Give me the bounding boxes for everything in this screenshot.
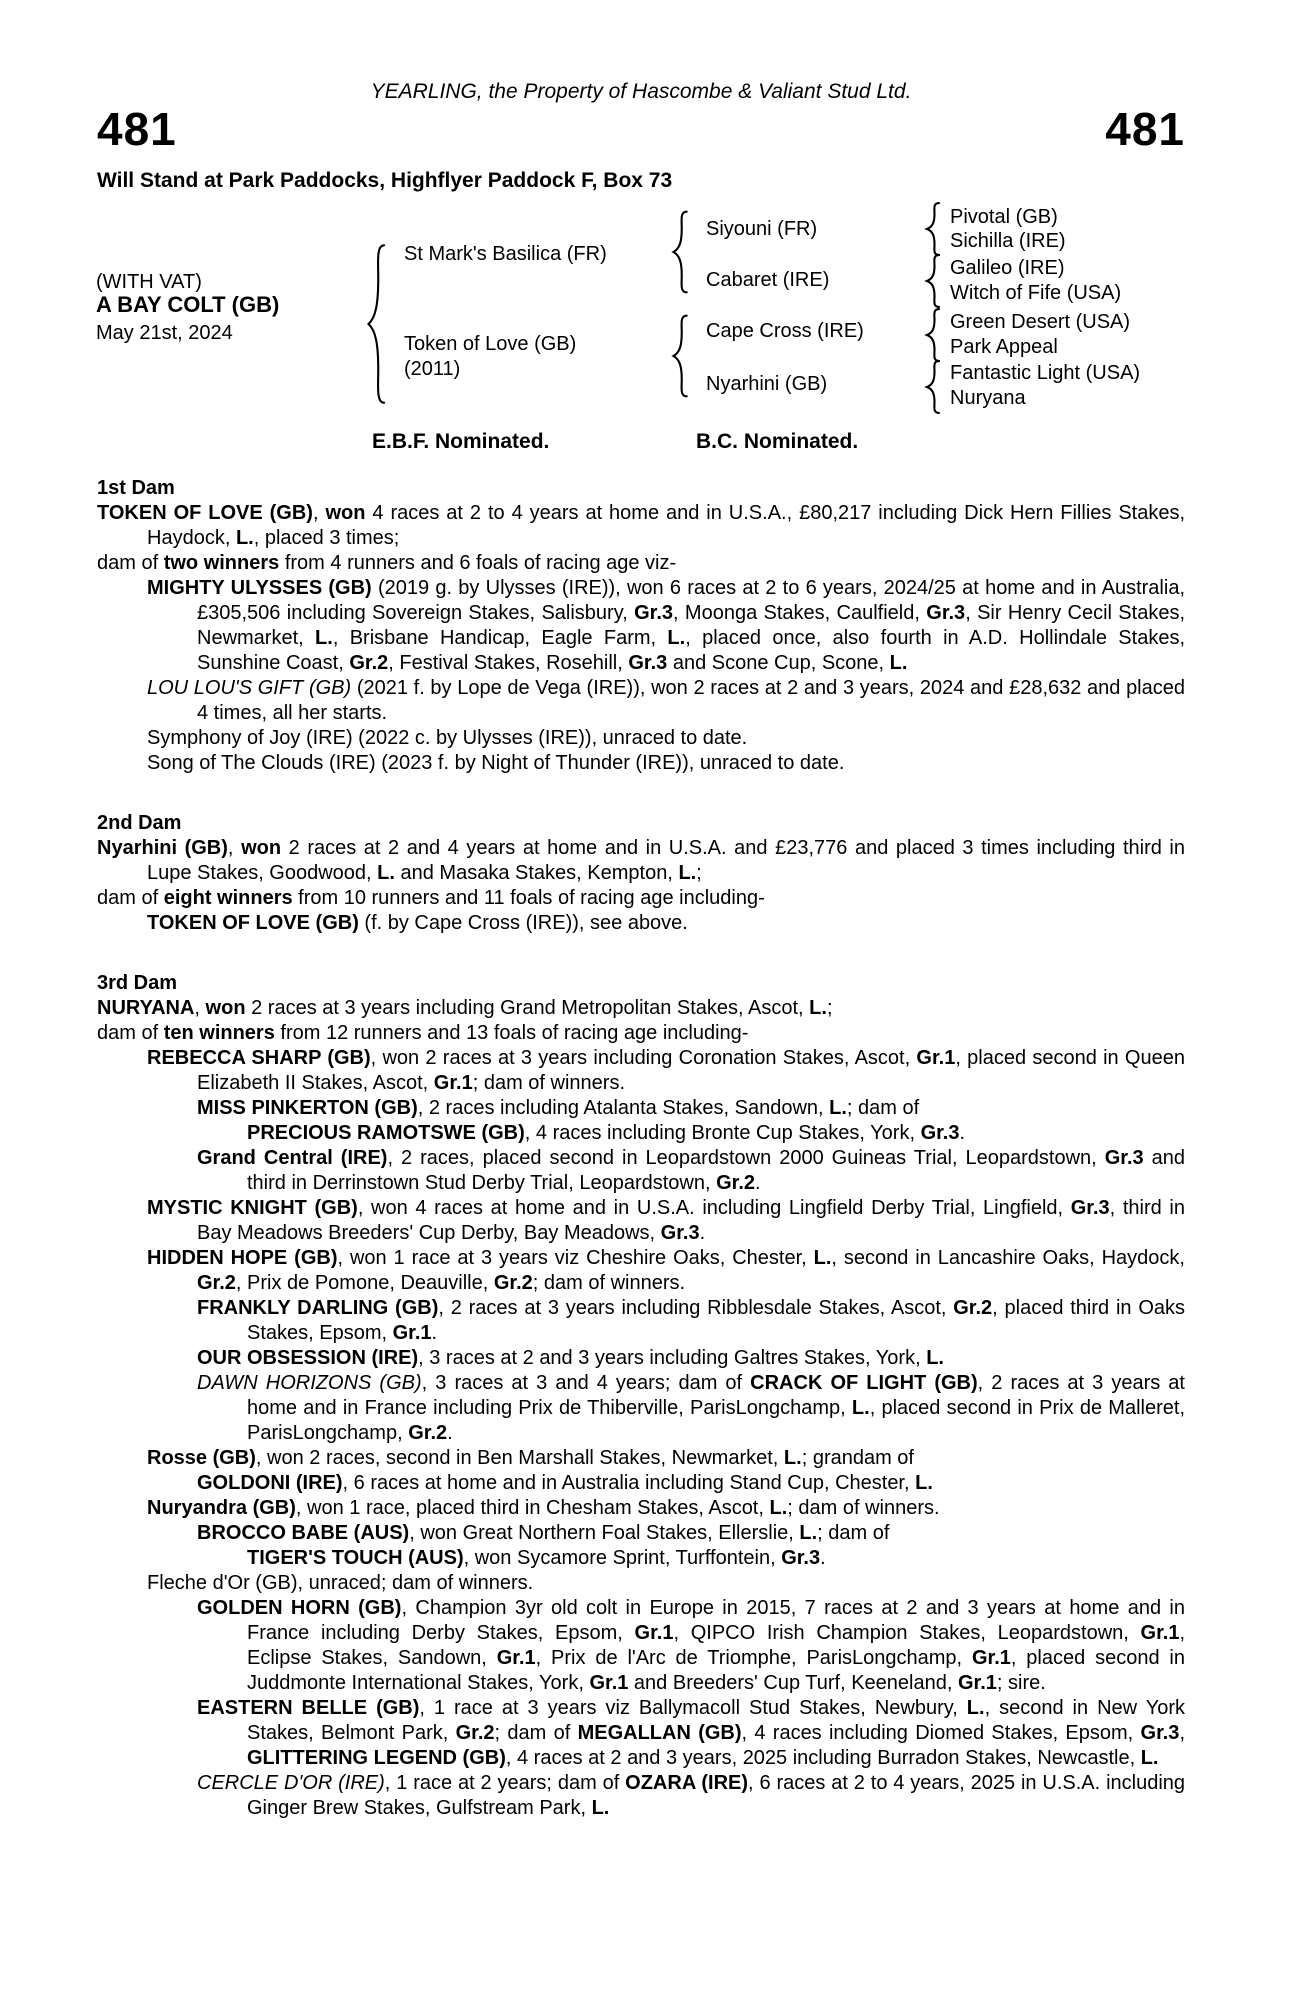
text-run: CERCLE D'OR (IRE) [197, 1772, 385, 1794]
text-run: TOKEN OF LOVE (GB) [97, 502, 313, 524]
pedigree-grandparent: Cabaret (IRE) [706, 269, 830, 291]
text-run: , placed third in Oaks Stakes, Epsom, [247, 1297, 1185, 1344]
text-run: Fleche d'Or (GB), unraced; dam of winners. [147, 1572, 534, 1594]
text-run: , Moonga Stakes, Caulfield, [673, 602, 927, 624]
pedigree-paragraph [247, 1121, 1185, 1146]
text-run: from 10 runners and 11 foals of racing age including- [292, 887, 765, 909]
text-run: Gr.2 [953, 1297, 993, 1319]
text-run: , 2 races including Atalanta Stakes, Sandown, [417, 1097, 830, 1119]
dam-section [97, 476, 1185, 776]
text-run: L. [667, 627, 686, 649]
text-run: dam of [97, 1022, 164, 1044]
text-run: from 12 runners and 13 foals of racing age including- [274, 1022, 749, 1044]
text-run: ; dam of winners. [532, 1272, 686, 1294]
text-run: , 4 races including Diomed Stakes, Epsom, [741, 1722, 1141, 1744]
pedigree-great-grandparent: Pivotal (GB) [950, 206, 1058, 228]
text-run: , 3 races at 3 and 4 years; dam of [421, 1372, 751, 1394]
text-run: GOLDEN HORN (GB) [197, 1597, 402, 1619]
dam-section-heading: 2nd Dam [97, 812, 182, 834]
text-run: Gr.3 [628, 652, 668, 674]
text-run: , Brisbane Handicap, Eagle Farm, [332, 627, 668, 649]
text-run: , 1 race at 3 years viz Ballymacoll Stud Stakes, Newbury, [419, 1697, 967, 1719]
dam-section [97, 811, 1185, 936]
text-run: and third in Derrinstown Stud Derby Trial, Leopardstown, [247, 1147, 1185, 1194]
text-run: ; dam of [494, 1722, 578, 1744]
pedigree-paragraph [147, 676, 1185, 726]
text-run: won [241, 837, 282, 859]
text-run: L. [926, 1347, 944, 1369]
text-run: L. [966, 1697, 985, 1719]
pedigree-grandparent: Cape Cross (IRE) [706, 320, 864, 342]
text-run: ; grandam of [801, 1447, 914, 1469]
text-run: . [699, 1222, 706, 1244]
text-run: won [205, 997, 246, 1019]
bc-nominated-note: B.C. Nominated. [696, 430, 859, 453]
text-run: , won 1 race, placed third in Chesham Stakes, Ascot, [295, 1497, 770, 1519]
pedigree-paragraph [147, 1246, 1185, 1296]
text-run: , placed 3 times; [253, 527, 400, 549]
text-run: , [227, 837, 242, 859]
text-run: L. [783, 1447, 802, 1469]
text-run: (2019 g. by Ulysses (IRE)), won 6 races at 2 to 6 years, 2024/25 at home and in Australia, £305,506 including Sovereign Stakes, Salisbury, [197, 577, 1185, 624]
text-run: , Festival Stakes, Rosehill, [388, 652, 629, 674]
text-run: Gr.3 [1140, 1722, 1180, 1744]
text-run: 2 races at 3 years including Grand Metropolitan Stakes, Ascot, [245, 997, 810, 1019]
text-run: . [431, 1322, 438, 1344]
text-run: , 6 races at 2 to 4 years, 2025 in U.S.A. including Ginger Brew Stakes, Gulfstream Park, [247, 1772, 1186, 1819]
text-run: , QIPCO Irish Champion Stakes, Leopardstown, [673, 1622, 1141, 1644]
pedigree-paragraph [197, 1771, 1185, 1821]
pedigree-paragraph [97, 996, 1185, 1021]
text-run: , 4 races including Bronte Cup Stakes, York, [524, 1122, 921, 1144]
text-run: , second in New York Stakes, Belmont Park, [247, 1697, 1185, 1744]
pedigree-paragraph [97, 551, 1185, 576]
text-run: , won 2 races, second in Ben Marshall Stakes, Newmarket, [255, 1447, 784, 1469]
lot-number-left: 481 [97, 103, 177, 155]
text-run: , Champion 3yr old colt in Europe in 2015, 7 races at 2 and 3 years at home and in France including Derby Stakes, Epsom, [247, 1597, 1185, 1644]
text-run: Gr.3 [660, 1222, 700, 1244]
text-run: Gr.2 [349, 652, 389, 674]
text-run: Gr.3 [634, 602, 674, 624]
dam-section [97, 971, 1185, 1821]
pedigree-great-grandparent: Nuryana [950, 387, 1026, 409]
pedigree-paragraph [147, 1046, 1185, 1096]
text-run: , placed second in Queen Elizabeth II Stakes, Ascot, [197, 1047, 1185, 1094]
subject-description: A BAY COLT (GB) [96, 292, 280, 317]
text-run: GOLDONI (IRE) [197, 1472, 343, 1494]
ebf-nominated-note: E.B.F. Nominated. [372, 430, 550, 453]
pedigree-brace-icon [668, 210, 690, 294]
pedigree-paragraph [197, 1471, 1185, 1496]
text-run: and Breeders' Cup Turf, Keeneland, [628, 1672, 958, 1694]
text-run: L. [377, 862, 395, 884]
pedigree-great-grandparent: Green Desert (USA) [950, 311, 1131, 333]
text-run: , won Great Northern Foal Stakes, Ellerslie, [409, 1522, 800, 1544]
pedigree-brace-icon [668, 314, 690, 398]
text-run: , won 4 races at home and in U.S.A. including Lingfield Derby Trial, Lingfield, [357, 1197, 1071, 1219]
vat-note: (WITH VAT) [96, 271, 202, 293]
text-run: Nyarhini (GB) [97, 837, 228, 859]
text-run: L. [889, 652, 908, 674]
text-run: ; [826, 997, 833, 1019]
text-run: L. [809, 997, 827, 1019]
dam-section-heading: 1st Dam [97, 477, 175, 499]
stand-location: Will Stand at Park Paddocks, Highflyer Paddock F, Box 73 [97, 169, 673, 192]
text-run: L. [1140, 1747, 1159, 1769]
text-run: TOKEN OF LOVE (GB) [147, 912, 359, 934]
text-run: ; dam of [846, 1097, 920, 1119]
pedigree-paragraph [147, 1496, 1185, 1521]
text-run: , Prix de l'Arc de Triomphe, ParisLongchamp, [535, 1647, 972, 1669]
pedigree-paragraph [197, 1371, 1185, 1446]
pedigree-text-sections [97, 476, 1185, 1821]
text-run: MYSTIC KNIGHT (GB) [147, 1197, 358, 1219]
pedigree-great-grandparent: Witch of Fife (USA) [950, 282, 1122, 304]
text-run: and Masaka Stakes, Kempton, [394, 862, 679, 884]
pedigree-grandparent: Nyarhini (GB) [706, 373, 828, 395]
text-run: , [1179, 1722, 1185, 1744]
text-run: Grand Central (IRE) [197, 1147, 388, 1169]
text-run: 2 races at 2 and 4 years at home and in U.S.A. and £23,776 and placed 3 times including third in Lupe Stakes, Goodwood, [147, 837, 1185, 884]
text-run: Rosse (GB) [147, 1447, 256, 1469]
text-run: Gr.1 [589, 1672, 629, 1694]
pedigree-paragraph [197, 1696, 1185, 1771]
pedigree-great-grandparent: Fantastic Light (USA) [950, 362, 1141, 384]
text-run: , 6 races at home and in Australia including Stand Cup, Chester, [342, 1472, 916, 1494]
text-run: , placed second in Juddmonte International Stakes, York, [247, 1647, 1185, 1694]
text-run: . [755, 1172, 761, 1194]
text-run: , won 1 race at 3 years viz Cheshire Oaks, Chester, [337, 1247, 814, 1269]
text-run: FRANKLY DARLING (GB) [197, 1297, 439, 1319]
text-run: ; sire. [996, 1672, 1046, 1694]
text-run: GLITTERING LEGEND (GB) [247, 1747, 506, 1769]
text-run: , Prix de Pomone, Deauville, [235, 1272, 494, 1294]
pedigree-paragraph [97, 886, 1185, 911]
text-run: EASTERN BELLE (GB) [197, 1697, 420, 1719]
text-run: MIGHTY ULYSSES (GB) [147, 577, 372, 599]
text-run: Gr.2 [408, 1422, 448, 1444]
text-run: ; [696, 862, 702, 884]
pedigree-dam: Token of Love (GB) [404, 333, 577, 355]
text-run: LOU LOU'S GIFT (GB) [147, 677, 352, 699]
text-run: ten winners [163, 1022, 275, 1044]
pedigree-paragraph [197, 1096, 1185, 1121]
text-run: CRACK OF LIGHT (GB) [750, 1372, 978, 1394]
text-run: from 4 runners and 6 foals of racing age viz- [279, 552, 677, 574]
text-run: , won 2 races at 3 years including Coronation Stakes, Ascot, [370, 1047, 917, 1069]
pedigree-paragraph [97, 501, 1185, 551]
text-run: , won Sycamore Sprint, Turffontein, [463, 1547, 782, 1569]
text-run: , 2 races at 3 years including Ribblesdale Stakes, Ascot, [438, 1297, 954, 1319]
pedigree-paragraph [147, 1571, 1185, 1596]
text-run: won [325, 502, 366, 524]
text-run: , [194, 997, 206, 1019]
text-run: Gr.1 [392, 1322, 432, 1344]
text-run: . [959, 1122, 966, 1144]
pedigree-paragraph [147, 911, 1185, 936]
text-run: ; dam of winners. [472, 1072, 626, 1094]
text-run: , [312, 502, 326, 524]
text-run: 4 races at 2 to 4 years at home and in U.S.A., £80,217 including Dick Hern Fillies Stakes, Haydock, [147, 502, 1186, 549]
text-run: OUR OBSESSION (IRE) [197, 1347, 419, 1369]
pedigree-brace-icon [922, 360, 942, 414]
text-run: L. [591, 1797, 610, 1819]
pedigree-paragraph [197, 1521, 1185, 1546]
text-run: Nuryandra (GB) [147, 1497, 296, 1519]
text-run: , 4 races at 2 and 3 years, 2025 including Burradon Stakes, Newcastle, [505, 1747, 1141, 1769]
pedigree-brace-icon [362, 242, 388, 406]
text-run: REBECCA SHARP (GB) [147, 1047, 371, 1069]
text-run: L. [678, 862, 697, 884]
pedigree-paragraph [147, 1196, 1185, 1246]
pedigree-great-grandparent: Sichilla (IRE) [950, 230, 1066, 252]
text-run: L. [915, 1472, 933, 1494]
text-run: , 2 races, placed second in Leopardstown 2000 Guineas Trial, Leopardstown, [387, 1147, 1105, 1169]
text-run: , 2 races at 3 years at home and in France including Prix de Thiberville, ParisLongchamp, [247, 1372, 1185, 1419]
text-run: Gr.2 [716, 1172, 756, 1194]
page-title: YEARLING, the Property of Hascombe & Valiant Stud Ltd. [370, 80, 912, 103]
text-run: , third in Bay Meadows Breeders' Cup Derby, Bay Meadows, [197, 1197, 1185, 1244]
dam-section-heading: 3rd Dam [97, 972, 178, 994]
foaling-date: May 21st, 2024 [96, 322, 233, 344]
text-run: two winners [163, 552, 280, 574]
text-run: L. [799, 1522, 818, 1544]
text-run: Gr.1 [971, 1647, 1011, 1669]
text-run: (f. by Cape Cross (IRE)), see above. [358, 912, 688, 934]
text-run: , second in Lancashire Oaks, Haydock, [831, 1247, 1185, 1269]
text-run: , 1 race at 2 years; dam of [384, 1772, 626, 1794]
pedigree-paragraph [197, 1346, 1185, 1371]
text-run: Symphony of Joy (IRE) (2022 c. by Ulysses (IRE)), unraced to date. [147, 727, 748, 749]
pedigree-dam-year: (2011) [404, 358, 461, 380]
text-run: Gr.3 [1104, 1147, 1144, 1169]
text-run: Gr.1 [916, 1047, 956, 1069]
text-run: NURYANA [97, 997, 195, 1019]
text-run: Gr.1 [957, 1672, 997, 1694]
text-run: DAWN HORIZONS (GB) [197, 1372, 422, 1394]
pedigree-paragraph [147, 726, 1185, 751]
text-run: Gr.3 [920, 1122, 960, 1144]
text-run: (2021 f. by Lope de Vega (IRE)), won 2 races at 2 and 3 years, 2024 and £28,632 and placed 4 times, all her starts. [197, 677, 1185, 724]
text-run: Gr.3 [926, 602, 966, 624]
text-run: L. [851, 1397, 870, 1419]
text-run: eight winners [163, 887, 293, 909]
pedigree-brace-icon [922, 202, 942, 256]
text-run: L. [813, 1247, 832, 1269]
pedigree-paragraph [197, 1296, 1185, 1346]
text-run: Gr.2 [493, 1272, 533, 1294]
text-run: Gr.3 [1070, 1197, 1110, 1219]
text-run: and Scone Cup, Scone, [667, 652, 890, 674]
pedigree-paragraph [97, 1021, 1185, 1046]
text-run: , Eclipse Stakes, Sandown, [247, 1622, 1186, 1669]
pedigree-grandparent: Siyouni (FR) [706, 218, 818, 240]
text-run: TIGER'S TOUCH (AUS) [247, 1547, 464, 1569]
pedigree-brace-icon [922, 308, 942, 362]
text-run: dam of [97, 887, 164, 909]
text-run: ; dam of [817, 1522, 890, 1544]
text-run: PRECIOUS RAMOTSWE (GB) [247, 1122, 525, 1144]
text-run: Gr.1 [634, 1622, 674, 1644]
text-run: HIDDEN HOPE (GB) [147, 1247, 338, 1269]
text-run: MISS PINKERTON (GB) [197, 1097, 418, 1119]
text-run: BROCCO BABE (AUS) [197, 1522, 410, 1544]
pedigree-paragraph [197, 1146, 1185, 1196]
text-run: . [447, 1422, 453, 1444]
pedigree-paragraph [147, 576, 1185, 676]
text-run: Song of The Clouds (IRE) (2023 f. by Night of Thunder (IRE)), unraced to date. [147, 752, 845, 774]
text-run: Gr.2 [197, 1272, 236, 1294]
pedigree-paragraph [147, 751, 1185, 776]
text-run: Gr.1 [433, 1072, 473, 1094]
text-run: , Sir Henry Cecil Stakes, Newmarket, [197, 602, 1186, 649]
text-run: , placed second in Prix de Malleret, ParisLongchamp, [247, 1397, 1185, 1444]
pedigree-brace-icon [922, 254, 942, 308]
text-run: Gr.3 [781, 1547, 821, 1569]
pedigree-paragraph [247, 1546, 1185, 1571]
text-run: Gr.1 [496, 1647, 536, 1669]
text-run: L. [769, 1497, 788, 1519]
pedigree-paragraph [197, 1596, 1185, 1696]
text-run: Gr.1 [1140, 1622, 1180, 1644]
text-run: , 3 races at 2 and 3 years including Galtres Stakes, York, [418, 1347, 927, 1369]
text-run: MEGALLAN (GB) [577, 1722, 742, 1744]
text-run: Gr.2 [455, 1722, 495, 1744]
pedigree-paragraph [147, 1446, 1185, 1471]
pedigree-paragraph [97, 836, 1185, 886]
text-run: . [820, 1547, 826, 1569]
text-run: dam of [97, 552, 164, 574]
text-run: , placed once, also fourth in A.D. Hollindale Stakes, Sunshine Coast, [197, 627, 1186, 674]
pedigree-sire: St Mark's Basilica (FR) [404, 243, 607, 265]
text-run: ; dam of winners. [787, 1497, 940, 1519]
text-run: L. [235, 527, 254, 549]
pedigree-great-grandparent: Galileo (IRE) [950, 257, 1065, 279]
text-run: OZARA (IRE) [625, 1772, 749, 1794]
text-run: L. [829, 1097, 847, 1119]
pedigree-great-grandparent: Park Appeal [950, 336, 1058, 358]
lot-number-right: 481 [1105, 103, 1185, 155]
text-run: L. [315, 627, 333, 649]
